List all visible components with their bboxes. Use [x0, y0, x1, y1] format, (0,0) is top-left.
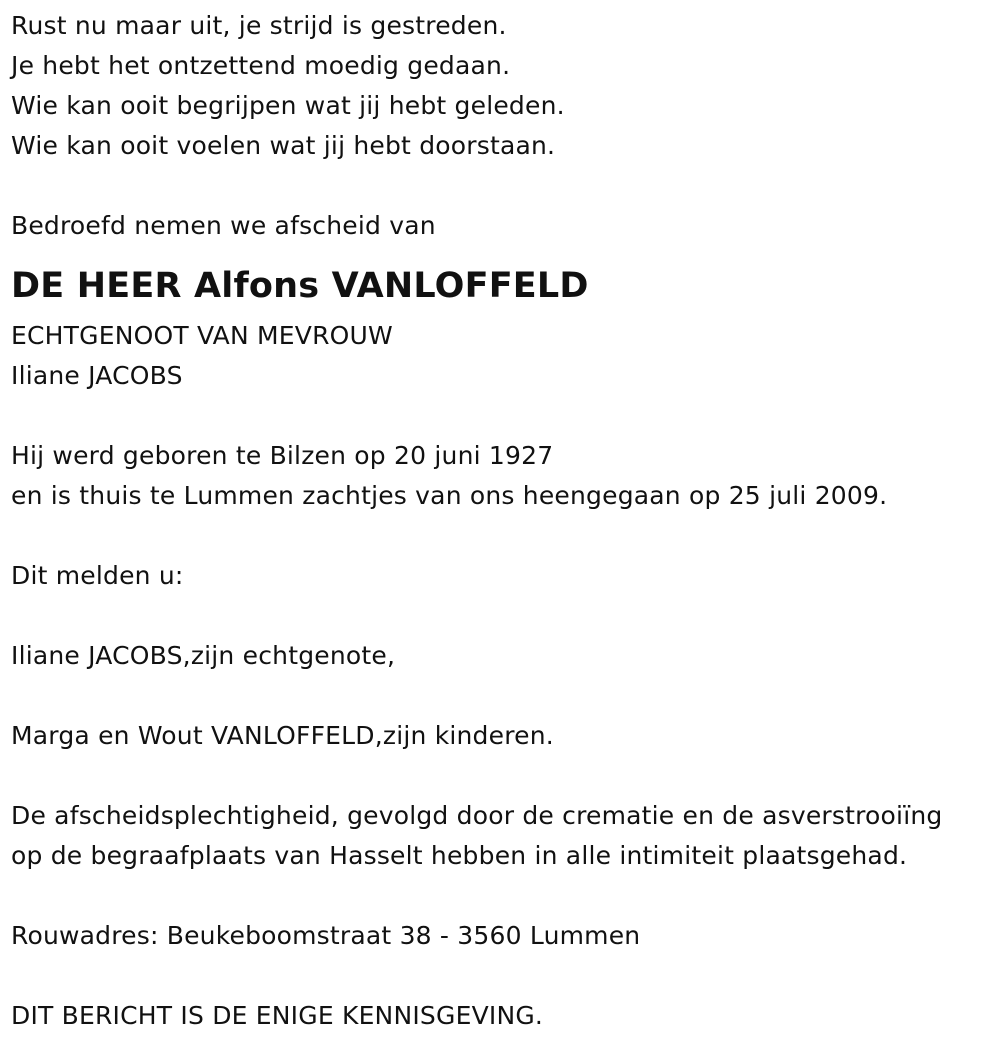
poem-line: Wie kan ooit begrijpen wat jij hebt geleden.	[11, 91, 565, 120]
deceased-name: DE HEER Alfons VANLOFFELD	[11, 266, 589, 306]
obituary-notice	[11, 6, 996, 1036]
ceremony-line: op de begraafplaats van Hasselt hebben in alle intimiteit plaatsgehad.	[11, 841, 908, 870]
sole-notice: DIT BERICHT IS DE ENIGE KENNISGEVING.	[11, 1001, 544, 1030]
announcer-spouse: Iliane JACOBS,zijn echtgenote,	[11, 641, 396, 670]
poem	[11, 6, 996, 166]
spouse-name: Iliane JACOBS	[11, 361, 183, 390]
death-info: en is thuis te Lummen zachtjes van ons heengegaan op 25 juli 2009.	[11, 481, 888, 510]
poem-line: Je hebt het ontzettend moedig gedaan.	[11, 51, 511, 80]
announcer-children: Marga en Wout VANLOFFELD,zijn kinderen.	[11, 721, 554, 750]
ceremony-line: De afscheidsplechtigheid, gevolgd door de crematie en de asverstrooiïng	[11, 801, 943, 830]
poem-line: Wie kan ooit voelen wat jij hebt doorstaan.	[11, 131, 556, 160]
poem-line: Rust nu maar uit, je strijd is gestreden.	[11, 11, 507, 40]
spouse-title: ECHTGENOOT VAN MEVROUW	[11, 321, 393, 350]
intro-text: Bedroefd nemen we afscheid van	[11, 211, 436, 240]
mourning-address: Rouwadres: Beukeboomstraat 38 - 3560 Lummen	[11, 921, 641, 950]
announcers-heading: Dit melden u:	[11, 561, 184, 590]
birth-info: Hij werd geboren te Bilzen op 20 juni 1927	[11, 441, 554, 470]
